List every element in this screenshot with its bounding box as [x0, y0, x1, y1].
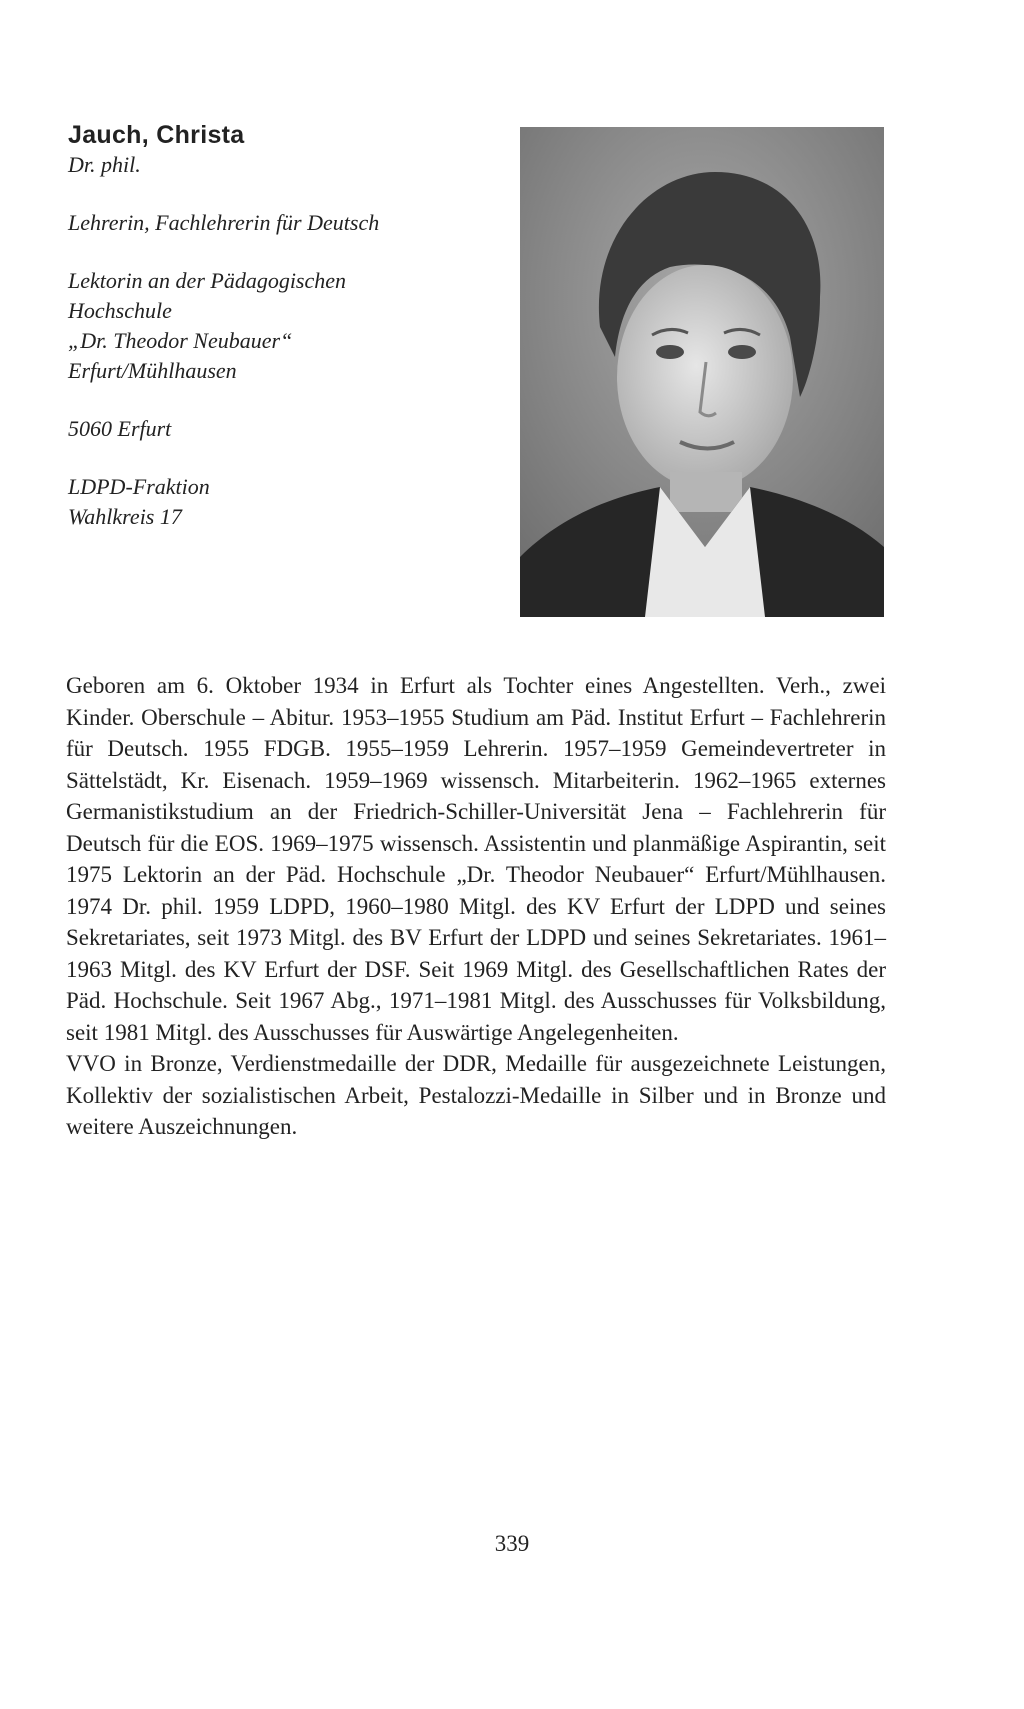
biography-paragraph: Geboren am 6. Oktober 1934 in Erfurt als Tochter eines Angestellten. Verh., zwei Kinder. Oberschule – Abitur. 1953–1955 Studium am Päd. Institut Erfurt – Fachlehrerin für Deutsch. 1955 FDGB. 1955–1959 Lehrerin. 1957–1959 Gemeindevertreter in Sättelstädt, Kr. Eisenach. 1959–1969 wissensch. Mitarbeiterin. 1962–1965 externes Germanistikstudium an der Friedrich-Schiller-Universität Jena – Fachlehrerin für Deutsch für die EOS. 1969–1975 wissensch. Assistentin und planmäßige Aspirantin, seit 1975 Lektorin an der Päd. Hochschule „Dr. Theodor Neubauer“ Erfurt/Mühlhausen. 1974 Dr. phil. 1959 LDPD, 1960–1980 Mitgl. des KV Erfurt der LDPD und seines Sekretariates, seit 1973 Mitgl. des BV Erfurt der LDPD und seines Sekretariates. 1961–1963 Mitgl. des KV Erfurt der DSF. Seit 1969 Mitgl. des Gesellschaftlichen Rates der Päd. Hochschule. Seit 1967 Abg., 1971–1981 Mitgl. des Ausschusses für Volksbildung, seit 1981 Mitgl. des Ausschusses für Auswärtige Angelegenheiten.: [66, 673, 886, 1045]
position-line: Erfurt/Mühlhausen: [68, 358, 237, 383]
academic-title: Dr. phil.: [68, 152, 141, 177]
position-line: „Dr. Theodor Neubauer“: [68, 328, 293, 353]
position-block: [68, 266, 508, 386]
person-name: Jauch, Christa: [68, 121, 245, 149]
awards-paragraph: VVO in Bronze, Verdienstmedaille der DDR, Medaille für ausgezeichnete Leistungen, Kollektiv der sozialistischen Arbeit, Pestalozzi-Medaille in Silber und in Bronze und weitere Auszeichnungen.: [66, 1051, 886, 1139]
fraction-block: [68, 472, 508, 532]
city: 5060 Erfurt: [68, 416, 172, 441]
biography: [66, 670, 886, 1143]
portrait-photo-icon: [520, 127, 884, 617]
person-header: [68, 120, 508, 532]
constituency: Wahlkreis 17: [68, 504, 182, 529]
profession: Lehrerin, Fachlehrerin für Deutsch: [68, 210, 380, 235]
position-line: Hochschule: [68, 298, 172, 323]
fraction: LDPD-Fraktion: [68, 474, 210, 499]
portrait-photo: [520, 127, 884, 617]
page-number: 339: [494, 1531, 530, 1556]
position-line: Lektorin an der Pädagogischen: [68, 268, 347, 293]
